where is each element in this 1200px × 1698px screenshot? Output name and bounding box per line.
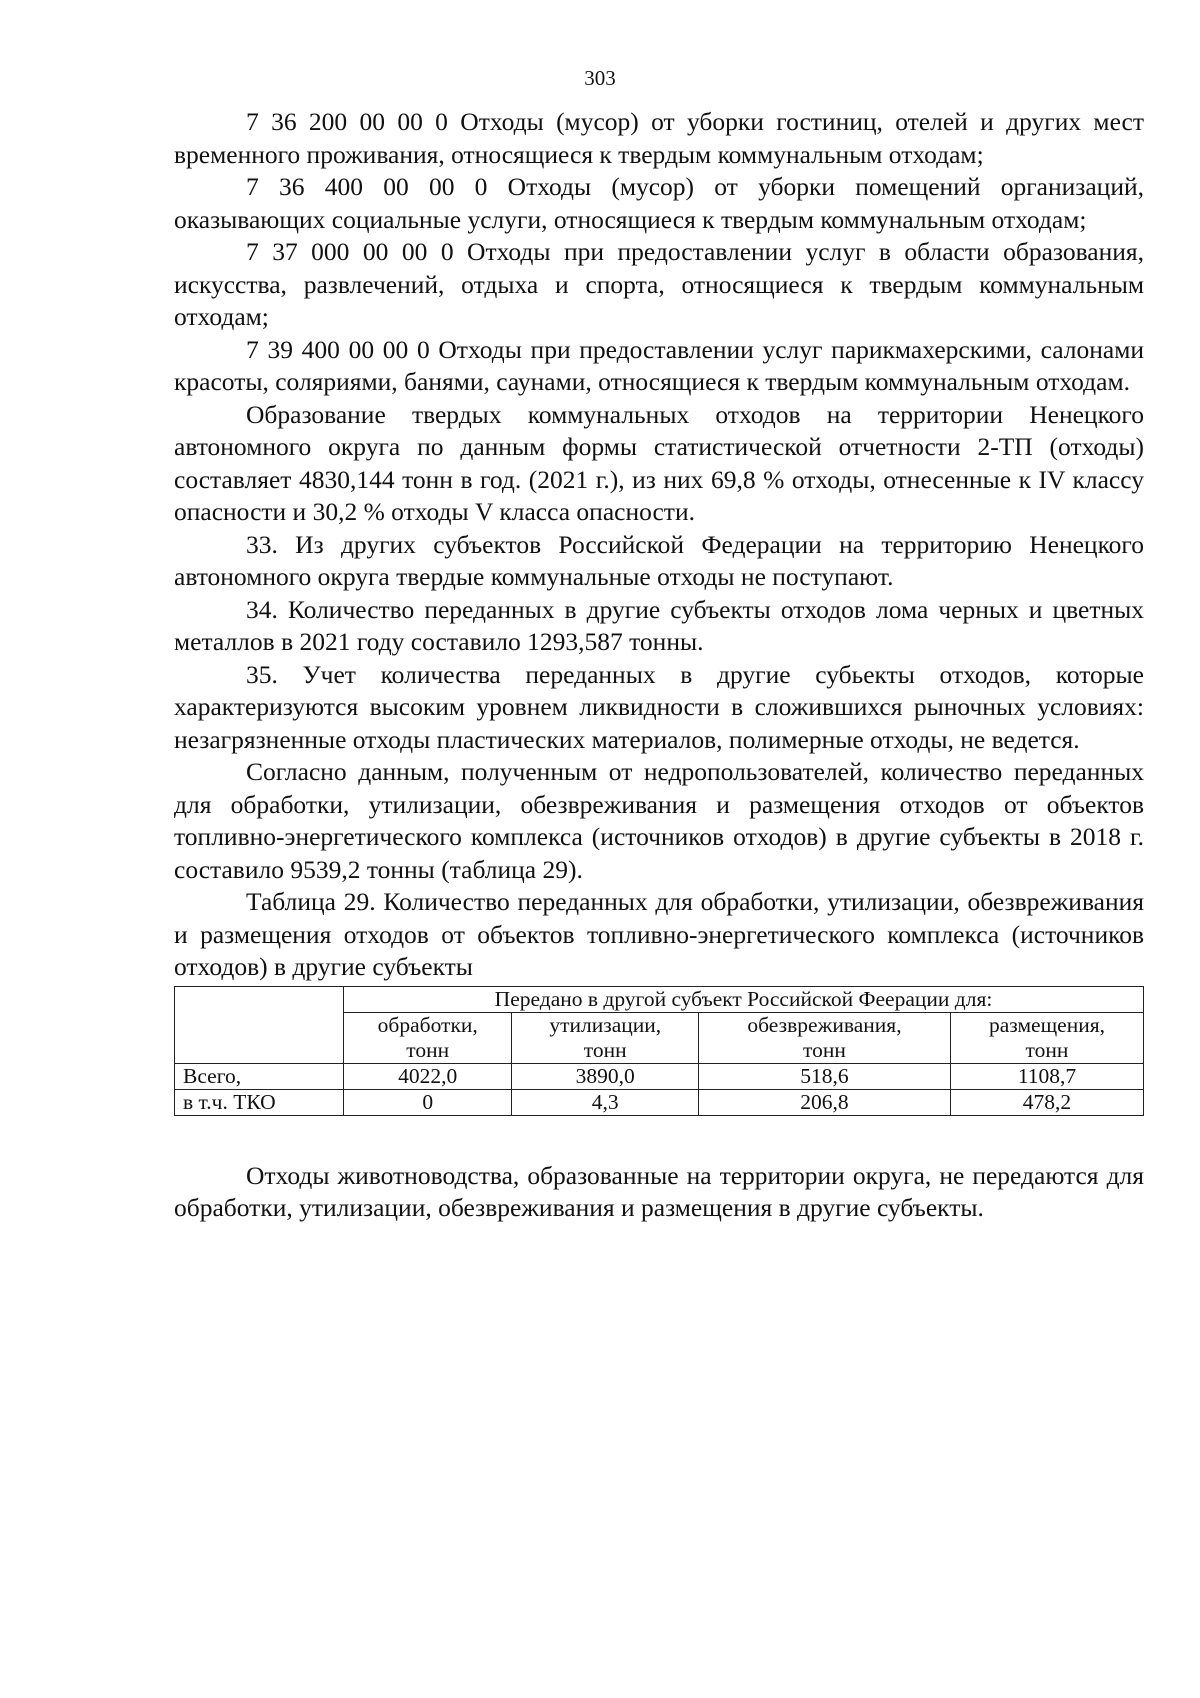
column-header-name: размещения,	[988, 1012, 1105, 1037]
paragraph: 7 36 400 00 00 0 Отходы (мусор) от уборки помещений организаций, оказывающих социальные услуги, относящиеся к твердым коммунальным отходам;	[174, 172, 1144, 234]
table-header-row	[175, 986, 1144, 1012]
transfer-table	[174, 986, 1144, 1116]
table-cell: 3890,0	[512, 1063, 699, 1089]
paragraph: 7 37 000 00 00 0 Отходы при предоставлении услуг в области образования, искусства, развлечений, отдыха и спорта, относящиеся к твердым коммунальным отходам;	[174, 237, 1144, 331]
column-header	[950, 1012, 1143, 1063]
paragraph: Согласно данным, полученным от недропользователей, количество переданных для обработки, утилизации, обезвреживания и размещения отходов от объектов топливно-энергетического комплекса (источников отходов) в другие субъекты в 2018 г. составило 9539,2 тонны (таблица 29).	[174, 757, 1144, 884]
table-row	[175, 1089, 1144, 1115]
column-header-unit: тонн	[1025, 1037, 1069, 1062]
column-header	[699, 1012, 951, 1063]
column-header-name: обработки,	[377, 1012, 478, 1037]
table-group-header: Передано в другой субъект Российской Феерации для:	[344, 986, 1144, 1012]
document-body	[174, 106, 1144, 1225]
paragraph: 33. Из других субъектов Российской Федерации на территорию Ненецкого автономного округа твердые коммунальные отходы не поступают.	[174, 529, 1144, 591]
row-label: в т.ч. ТКО	[175, 1089, 344, 1115]
table-cell: 206,8	[699, 1089, 951, 1115]
table-cell: 518,6	[699, 1063, 951, 1089]
column-header-name: утилизации,	[549, 1012, 662, 1037]
paragraph: Образование твердых коммунальных отходов на территории Ненецкого автономного округа по данным формы статистической отчетности 2-ТП (отходы) составляет 4830,144 тонн в год. (2021 г.), из них 69,8 % отходы, отнесенные к IV классу опасности и 30,2 % отходы V класса опасности.	[174, 399, 1144, 526]
page-number: 303	[584, 66, 616, 90]
paragraph: 7 39 400 00 00 0 Отходы при предоставлении услуг парикмахерскими, салонами красоты, соляриями, банями, саунами, относящиеся к твердым коммунальным отходам.	[174, 334, 1144, 396]
column-header	[344, 1012, 512, 1063]
table-caption: Таблица 29. Количество переданных для обработки, утилизации, обезвреживания и размещения отходов от объектов топливно-энергетического комплекса (источников отходов) в другие субъекты	[174, 887, 1144, 981]
table-row	[175, 1063, 1144, 1089]
column-header-unit: тонн	[583, 1037, 627, 1062]
column-header-unit: тонн	[803, 1037, 846, 1062]
table-cell: 1108,7	[950, 1063, 1143, 1089]
column-header-unit: тонн	[406, 1037, 450, 1062]
paragraph: Отходы животноводства, образованные на территории округа, не передаются для обработки, утилизации, обезвреживания и размещения в другие субъекты.	[174, 1160, 1144, 1222]
table-cell: 478,2	[950, 1089, 1143, 1115]
column-header-name: обезвреживания,	[747, 1012, 902, 1037]
row-label: Всего,	[175, 1063, 344, 1089]
paragraph: 34. Количество переданных в другие субъекты отходов лома черных и цветных металлов в 2021 году составило 1293,587 тонны.	[174, 594, 1144, 656]
table-cell: 4,3	[512, 1089, 699, 1115]
table-cell: 0	[344, 1089, 512, 1115]
paragraph: 35. Учет количества переданных в другие субьекты отходов, которые характеризуются высоким уровнем ликвидности в сложившихся рыночных условиях: незагрязненные отходы пластических материалов, полимерные отходы, не ведется.	[174, 659, 1144, 754]
paragraph: 7 36 200 00 00 0 Отходы (мусор) от уборки гостиниц, отелей и других мест временного проживания, относящиеся к твердым коммунальным отходам;	[174, 107, 1144, 169]
column-header	[512, 1012, 699, 1063]
table-cell: 4022,0	[344, 1063, 512, 1089]
table-corner-cell	[175, 986, 344, 1063]
